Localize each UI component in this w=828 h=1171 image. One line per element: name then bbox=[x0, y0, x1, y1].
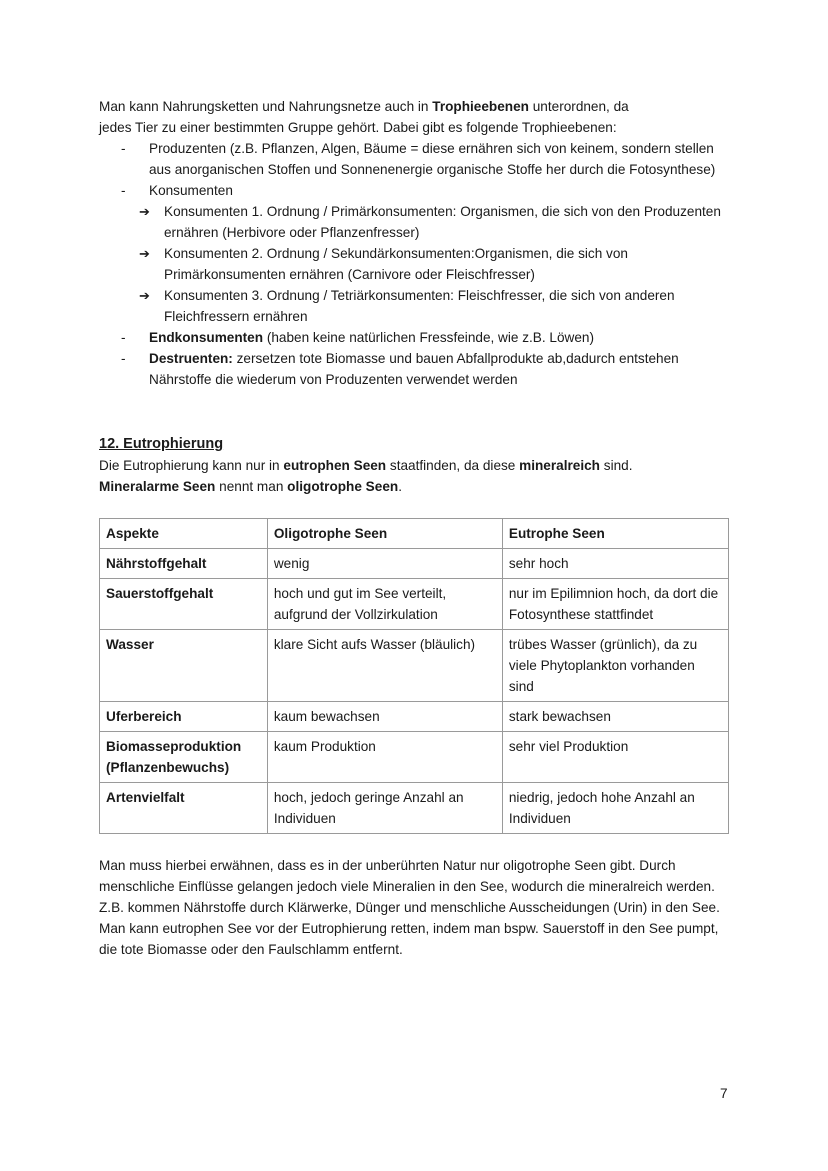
arrow-right-icon: ➔ bbox=[139, 288, 150, 303]
table-header-row bbox=[100, 519, 729, 549]
table-row bbox=[100, 630, 729, 702]
table-cell: sehr viel Produktion bbox=[502, 732, 728, 783]
list-item-konsumenten-2 bbox=[99, 243, 731, 285]
table-header-cell: Eutrophe Seen bbox=[502, 519, 728, 549]
table-header-cell: Oligotrophe Seen bbox=[267, 519, 502, 549]
konsumenten-text: Konsumenten bbox=[149, 183, 233, 198]
destruenten-text: zersetzen tote Biomasse und bauen Abfallprodukte ab,dadurch entstehen Nährstoffe die wiederum von Produzenten verwendet werden bbox=[149, 351, 679, 387]
table-header-cell: Aspekte bbox=[100, 519, 268, 549]
section-heading: 12. Eutrophierung bbox=[99, 436, 224, 452]
table-cell-aspect: Sauerstoffgehalt bbox=[100, 579, 268, 630]
table-row bbox=[100, 549, 729, 579]
p1-bold-eutrophen: eutrophen Seen bbox=[283, 458, 387, 473]
intro-bold-trophieebenen: Trophieebenen bbox=[432, 99, 529, 114]
intro-text-end: unterordnen, da bbox=[528, 99, 629, 114]
table-cell: kaum Produktion bbox=[267, 732, 502, 783]
intro-line2: jedes Tier zu einer bestimmten Gruppe gehört. Dabei gibt es folgende Trophieebenen: bbox=[99, 120, 617, 135]
produzenten-text: Produzenten (z.B. Pflanzen, Algen, Bäume = diese ernähren sich von keinem, sondern stellen aus anorganischen Stoffen und Sonnenenergie organische Stoffe her durch die Fotosynthese) bbox=[149, 141, 716, 177]
table-cell: nur im Epilimnion hoch, da dort die Fotosynthese stattfindet bbox=[502, 579, 728, 630]
dash-bullet: - bbox=[121, 330, 126, 345]
dash-bullet: - bbox=[121, 351, 126, 366]
comparison-table bbox=[99, 518, 729, 834]
list-item-konsumenten-3 bbox=[99, 285, 731, 327]
table-cell: niedrig, jedoch hohe Anzahl an Individuen bbox=[502, 783, 728, 834]
k1-text: Konsumenten 1. Ordnung / Primärkonsumenten: Organismen, die sich von den Produzenten ernähren (Herbivore oder Pflanzenfresser) bbox=[164, 204, 721, 240]
p1-bold-mineralreich: mineralreich bbox=[519, 458, 600, 473]
closing-paragraph: Man muss hierbei erwähnen, dass es in der unberührten Natur nur oligotrophe Seen gibt. Durch menschliche Einflüsse gelangen jedoch viele Mineralien in den See, wodurch die mineralreich werden. Z.B. kommen Nährstoffe durch Klärwerke, Dünger und menschliche Ausscheidungen (Urin) in den See. Man kann eutrophen See vor der Eutrophierung retten, indem man bspw. Sauerstoff in den See pumpt, die tote Biomasse oder den Faulschlamm entfernt. bbox=[99, 858, 720, 957]
arrow-right-icon: ➔ bbox=[139, 246, 150, 261]
page-content bbox=[99, 96, 731, 960]
endkonsumenten-label: Endkonsumenten bbox=[149, 330, 264, 345]
table-cell-aspect: Nährstoffgehalt bbox=[100, 549, 268, 579]
dash-bullet: - bbox=[121, 141, 126, 156]
table-row bbox=[100, 732, 729, 783]
table-cell: stark bewachsen bbox=[502, 702, 728, 732]
p1-text-2: staatfinden, da diese bbox=[386, 458, 520, 473]
list-item-konsumenten bbox=[99, 180, 731, 201]
k2-text: Konsumenten 2. Ordnung / Sekundärkonsumenten:Organismen, die sich von Primärkonsumenten ernähren (Carnivore oder Fleischfresser) bbox=[164, 246, 628, 282]
section-paragraph bbox=[99, 455, 731, 497]
list-item-destruenten bbox=[99, 348, 731, 390]
p1-text: Die Eutrophierung kann nur in bbox=[99, 458, 284, 473]
table-row bbox=[100, 579, 729, 630]
table-cell: hoch und gut im See verteilt, aufgrund der Vollzirkulation bbox=[267, 579, 502, 630]
table-row bbox=[100, 702, 729, 732]
table-cell: wenig bbox=[267, 549, 502, 579]
p2-text: nennt man bbox=[215, 479, 288, 494]
intro-paragraph bbox=[99, 96, 731, 138]
destruenten-label: Destruenten: bbox=[149, 351, 233, 366]
table-cell-aspect: Artenvielfalt bbox=[100, 783, 268, 834]
arrow-right-icon: ➔ bbox=[139, 204, 150, 219]
table-cell: hoch, jedoch geringe Anzahl an Individuen bbox=[267, 783, 502, 834]
table-cell-aspect: Uferbereich bbox=[100, 702, 268, 732]
dash-bullet: - bbox=[121, 183, 126, 198]
table-cell: trübes Wasser (grünlich), da zu viele Phytoplankton vorhanden sind bbox=[502, 630, 728, 702]
p1-text-3: sind. bbox=[600, 458, 633, 473]
p2-bold-oligotrophe: oligotrophe Seen bbox=[287, 479, 399, 494]
p2-bold-mineralarme: Mineralarme Seen bbox=[99, 479, 216, 494]
table-row bbox=[100, 783, 729, 834]
endkonsumenten-text: (haben keine natürlichen Fressfeinde, wie z.B. Löwen) bbox=[263, 330, 595, 345]
table-cell-aspect: Biomasseproduktion (Pflanzenbewuchs) bbox=[100, 732, 268, 783]
k3-text: Konsumenten 3. Ordnung / Tetriärkonsumenten: Fleischfresser, die sich von anderen Fleichfressern ernähren bbox=[164, 288, 675, 324]
intro-text: Man kann Nahrungsketten und Nahrungsnetze auch in bbox=[99, 99, 433, 114]
table-cell-aspect: Wasser bbox=[100, 630, 268, 702]
table-cell: klare Sicht aufs Wasser (bläulich) bbox=[267, 630, 502, 702]
list-item-konsumenten-1 bbox=[99, 201, 731, 243]
table-cell: kaum bewachsen bbox=[267, 702, 502, 732]
table-cell: sehr hoch bbox=[502, 549, 728, 579]
page-number: 7 bbox=[720, 1086, 728, 1101]
list-item-endkonsumenten bbox=[99, 327, 731, 348]
list-item-produzenten bbox=[99, 138, 731, 180]
p2-text-end: . bbox=[398, 479, 402, 494]
